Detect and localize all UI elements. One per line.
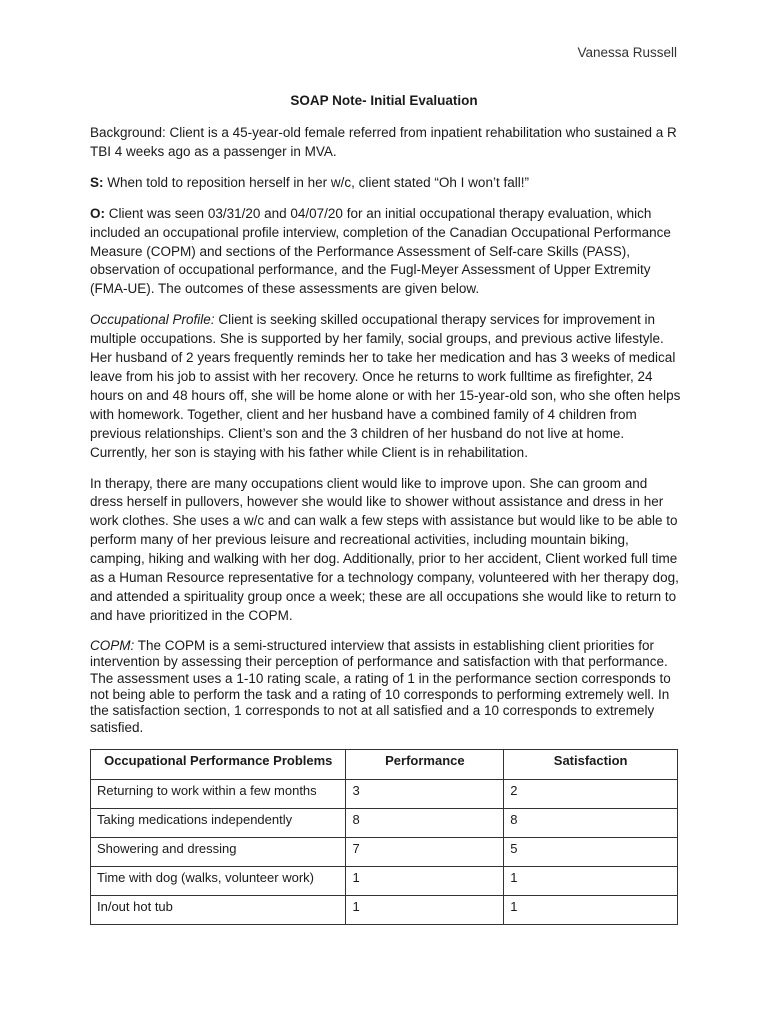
table-row xyxy=(91,838,678,867)
problem-cell: Taking medications independently xyxy=(91,809,346,838)
document-body xyxy=(90,124,682,925)
table-header-row xyxy=(91,750,678,780)
occupational-profile-text: Client is seeking skilled occupational therapy services for improvement in multiple occupations. She is supported by her family, social groups, and previous active lifestyle. Her husband of 2 years frequently reminds her to take her medication and has 3 weeks of medical leave from his job to assist with her recovery. Once he returns to work fulltime as firefighter, 24 hours on and 48 hours off, she will be home alone or with her 15-year-old son, who she often helps with homework. Together, client and her husband have a combined family of 4 children from previous relationships. Client’s son and the 3 children of her husband do not live at home. Currently, her son is staying with his father while Client is in rehabilitation. xyxy=(90,312,681,460)
subjective-paragraph xyxy=(90,174,682,193)
satisfaction-cell: 1 xyxy=(504,896,678,925)
subjective-label: S: xyxy=(90,174,104,190)
problem-cell: In/out hot tub xyxy=(91,896,346,925)
performance-cell: 7 xyxy=(346,838,504,867)
copm-label: COPM: xyxy=(90,637,135,653)
table-row xyxy=(91,867,678,896)
performance-cell: 1 xyxy=(346,867,504,896)
table-row xyxy=(91,780,678,809)
problem-cell: Showering and dressing xyxy=(91,838,346,867)
copm-paragraph xyxy=(90,638,682,736)
table-row xyxy=(91,809,678,838)
satisfaction-cell: 1 xyxy=(504,867,678,896)
problem-cell: Time with dog (walks, volunteer work) xyxy=(91,867,346,896)
copm-text: The COPM is a semi-structured interview that assists in establishing client priorities for intervention by assessing their perception of performance and satisfaction with that performance. The assessment uses a 1-10 rating scale, a rating of 1 in the performance section corresponds to not being able to perform the task and a rating of 10 corresponds to performing extremely well. In the satisfaction section, 1 corresponds to not at all satisfied and a 10 corresponds to extremely satisfied. xyxy=(90,637,671,735)
author-name: Vanessa Russell xyxy=(577,45,677,60)
table-row xyxy=(91,896,678,925)
performance-cell: 1 xyxy=(346,896,504,925)
satisfaction-cell: 8 xyxy=(504,809,678,838)
objective-text: Client was seen 03/31/20 and 04/07/20 for an initial occupational therapy evaluation, which included an occupational profile interview, completion of the Canadian Occupational Performance Measure (COPM) and sections of the Performance Assessment of Self-care Skills (PASS), observation of occupational performance, and the Fugl-Meyer Assessment of Upper Extremity (FMA-UE). The outcomes of these assessments are given below. xyxy=(90,205,671,297)
objective-label: O: xyxy=(90,205,105,221)
header-problems: Occupational Performance Problems xyxy=(91,750,346,780)
satisfaction-cell: 2 xyxy=(504,780,678,809)
header-satisfaction: Satisfaction xyxy=(504,750,678,780)
background-paragraph: Background: Client is a 45-year-old female referred from inpatient rehabilitation who sustained a R TBI 4 weeks ago as a passenger in MVA. xyxy=(90,125,677,159)
header-performance: Performance xyxy=(346,750,504,780)
occupational-profile-paragraph xyxy=(90,311,682,462)
problem-cell: Returning to work within a few months xyxy=(91,780,346,809)
objective-paragraph xyxy=(90,205,682,300)
therapy-paragraph: In therapy, there are many occupations client would like to improve upon. She can groom and dress herself in pullovers, however she would like to shower without assistance and dress in her work clothes. She uses a w/c and can walk a few steps with assistance but would like to be able to perform many of her previous leisure and recreational activities, including mountain biking, camping, hiking and walking with her dog. Additionally, prior to her accident, Client worked full time as a Human Resource representative for a technology company, volunteered with her therapy dog, and attended a spirituality group once a week; these are all occupations she would like to return to and have prioritized in the COPM. xyxy=(90,475,679,623)
occupational-profile-label: Occupational Profile: xyxy=(90,312,215,328)
satisfaction-cell: 5 xyxy=(504,838,678,867)
subjective-text: When told to reposition herself in her w/c, client stated “Oh I won’t fall!” xyxy=(107,174,529,190)
performance-cell: 3 xyxy=(346,780,504,809)
document-title: SOAP Note- Initial Evaluation xyxy=(290,93,478,108)
copm-table xyxy=(90,749,678,925)
performance-cell: 8 xyxy=(346,809,504,838)
